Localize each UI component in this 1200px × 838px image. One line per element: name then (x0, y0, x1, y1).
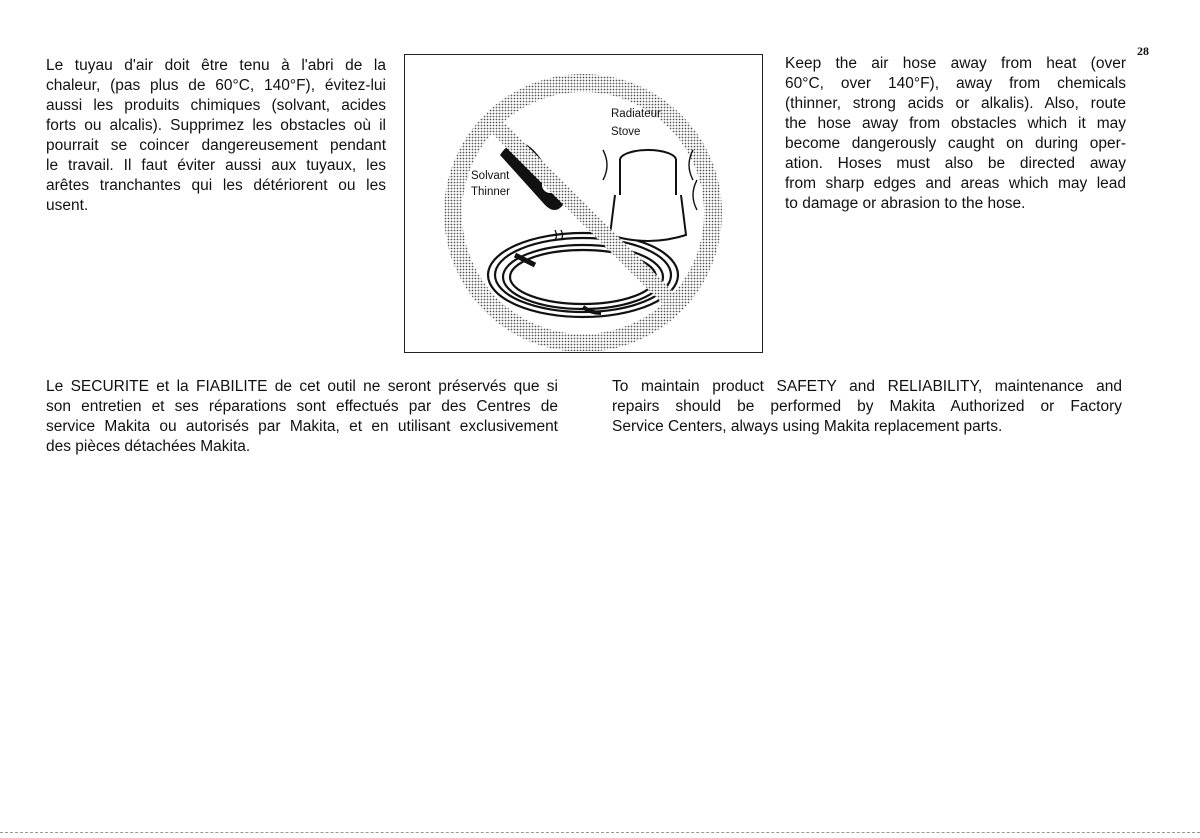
text-line: des pièces détachées Makita. (46, 438, 251, 455)
page-bottom-edge (0, 832, 1200, 833)
text-line: aussi les produits chimiques (solvant, acides (46, 97, 386, 114)
text-line: Keep the air hose away from heat (over (785, 55, 1126, 72)
text-line: To maintain product SAFETY and RELIABILITY, maintenance and (612, 378, 1122, 395)
text-line: chaleur, (pas plus de 60°C, 140°F), évitez-lui (46, 77, 386, 94)
english-service-paragraph (612, 377, 1122, 437)
radiator-label: Radiateur (611, 108, 661, 120)
hose-warning-figure (404, 54, 763, 353)
text-line: service Makita ou autorisés par Makita, et en utilisant exclusivement (46, 418, 558, 435)
text-line: usent. (46, 197, 89, 214)
text-line: Service Centers, always using Makita replacement parts. (612, 418, 1003, 435)
text-line: the hose away from obstacles which it may (785, 115, 1126, 132)
text-line: le travail. Il faut éviter aussi aux tuyaux, les (46, 157, 386, 174)
solvent-label: Solvant (471, 170, 510, 182)
text-line: 60°C, over 140°F), away from chemicals (785, 75, 1126, 92)
text-line: ation. Hoses must also be directed away (785, 155, 1126, 172)
text-line: pourrait se coincer dangereusement pendant (46, 137, 386, 154)
prohibition-illustration (405, 55, 761, 351)
text-line: Le SECURITE et la FIABILITE de cet outil ne seront préservés que si (46, 378, 558, 395)
text-line: Le tuyau d'air doit être tenu à l'abri de la (46, 57, 386, 74)
text-line: become dangerously caught on during oper- (785, 135, 1126, 152)
french-service-paragraph (46, 377, 558, 457)
text-line: to damage or abrasion to the hose. (785, 195, 1026, 212)
english-hose-warning-paragraph (785, 54, 1126, 214)
text-line: from sharp edges and areas which may lead (785, 175, 1126, 192)
french-hose-warning-paragraph (46, 56, 386, 216)
text-line: repairs should be performed by Makita Authorized or Factory (612, 398, 1122, 415)
text-line: son entretien et ses réparations sont effectués par des Centres de (46, 398, 558, 415)
text-line: forts ou alcalis). Supprimez les obstacles où il (46, 117, 386, 134)
text-line: (thinner, strong acids or alkalis). Also, route (785, 95, 1126, 112)
page-number: 28 (1137, 44, 1149, 58)
stove-icon (603, 150, 697, 241)
stove-label: Stove (611, 126, 641, 138)
text-line: arêtes tranchantes qui les détériorent ou les (46, 177, 386, 194)
thinner-label: Thinner (471, 186, 510, 198)
